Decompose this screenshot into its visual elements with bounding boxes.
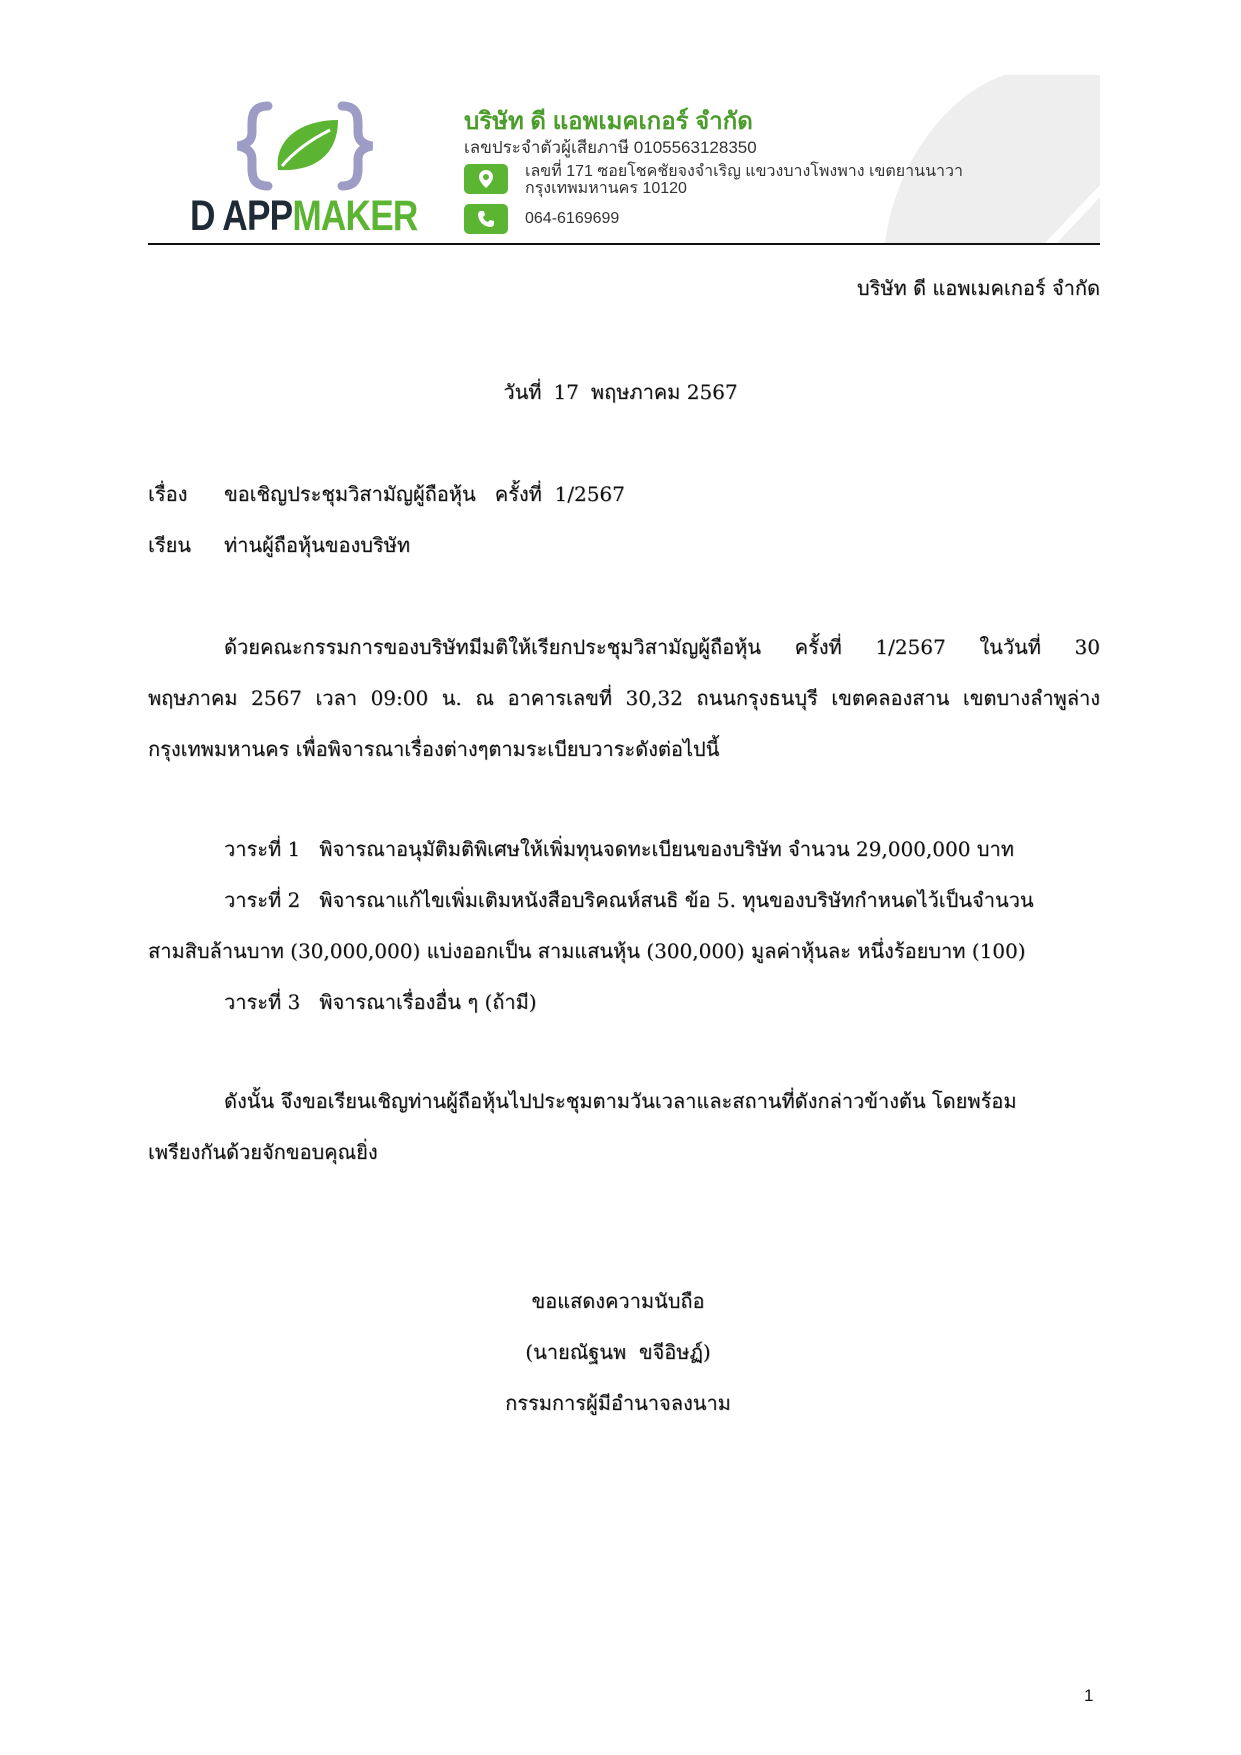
logo-text-dark: D APP	[190, 192, 293, 240]
agenda-item-2-cont: สามสิบล้านบาท (30,000,000) แบ่งออกเป็น สามแสนหุ้น (300,000) มูลค่าหุ้นละ หนึ่งร้อยบาท (100)	[148, 939, 1026, 963]
company-phone: 064-6169699	[525, 210, 620, 227]
date-label: วันที่	[503, 380, 542, 404]
subject-text: ขอเชิญประชุมวิสามัญผู้ถือหุ้น ครั้งที่ 1/2567	[224, 482, 625, 506]
logo-wordmark	[190, 192, 418, 241]
paragraph-line: กรุงเทพมหานคร เพื่อพิจารณาเรื่องต่างๆตามระเบียบวาระดังต่อไปนี้	[148, 737, 720, 761]
agenda-list	[148, 824, 1100, 1028]
company-address	[525, 163, 963, 197]
letter-date	[0, 376, 1241, 408]
sender-company: บริษัท ดี แอพเมคเกอร์ จำกัด	[856, 276, 1100, 300]
phone-icon	[464, 204, 508, 234]
paragraph-line: เพรียงกันด้วยจักขอบคุณยิ่ง	[148, 1140, 378, 1164]
paragraph-intro	[148, 622, 1100, 775]
date-month-year: พฤษภาคม 2567	[590, 380, 738, 404]
paragraph-invitation	[148, 1076, 1100, 1178]
date-day: 17	[553, 380, 579, 404]
paragraph-line: ด้วยคณะกรรมการของบริษัทมีมติให้เรียกประชุมวิสามัญผู้ถือหุ้น ครั้งที่ 1/2567 ในวันที่ 30	[224, 635, 1100, 659]
corner-decoration	[885, 75, 1100, 243]
address-line-1: เลขที่ 171 ซอยโชคชัยจงจำเริญ แขวงบางโพงพาง เขตยานนาวา	[525, 163, 963, 180]
page-number: 1	[1084, 1686, 1094, 1705]
closing-salutation: ขอแสดงความนับถือ	[531, 1289, 705, 1313]
location-pin-icon	[464, 164, 508, 194]
signer-name: (นายณัฐนพ ขจีอิษฏ์)	[525, 1340, 711, 1364]
logo-text-green: MAKER	[292, 192, 418, 240]
recipient-text: ท่านผู้ถือหุ้นของบริษัท	[224, 533, 411, 557]
header-divider	[148, 243, 1100, 245]
recipient-label: เรียน	[148, 533, 191, 557]
address-line-2: กรุงเทพมหานคร 10120	[525, 180, 687, 197]
paragraph-line: ดังนั้น จึงขอเรียนเชิญท่านผู้ถือหุ้นไปประชุมตามวันเวลาและสถานที่ดังกล่าวข้างต้น โดยพร้อม	[224, 1089, 1017, 1113]
company-logo	[190, 100, 430, 240]
company-name-header: บริษัท ดี แอพเมคเกอร์ จำกัด	[464, 108, 753, 135]
signer-title: กรรมการผู้มีอำนาจลงนาม	[505, 1391, 731, 1415]
tax-id: เลขประจำตัวผู้เสียภาษี 0105563128350	[464, 138, 757, 157]
agenda-item-2: วาระที่ 2 พิจารณาแก้ไขเพิ่มเติมหนังสือบริคณห์สนธิ ข้อ 5. ทุนของบริษัทกำหนดไว้เป็นจำนวน	[224, 888, 1034, 912]
leaf-brackets-icon	[230, 100, 380, 192]
agenda-item-1: วาระที่ 1 พิจารณาอนุมัติมติพิเศษให้เพิ่มทุนจดทะเบียนของบริษัท จำนวน 29,000,000 บาท	[224, 837, 1014, 861]
agenda-item-3: วาระที่ 3 พิจารณาเรื่องอื่น ๆ (ถ้ามี)	[224, 990, 537, 1014]
paragraph-line: พฤษภาคม 2567 เวลา 09:00 น. ณ อาคารเลขที่ 30,32 ถนนกรุงธนบุรี เขตคลองสาน เขตบางลำพูล่าง	[148, 686, 1100, 710]
subject-label: เรื่อง	[148, 482, 188, 506]
